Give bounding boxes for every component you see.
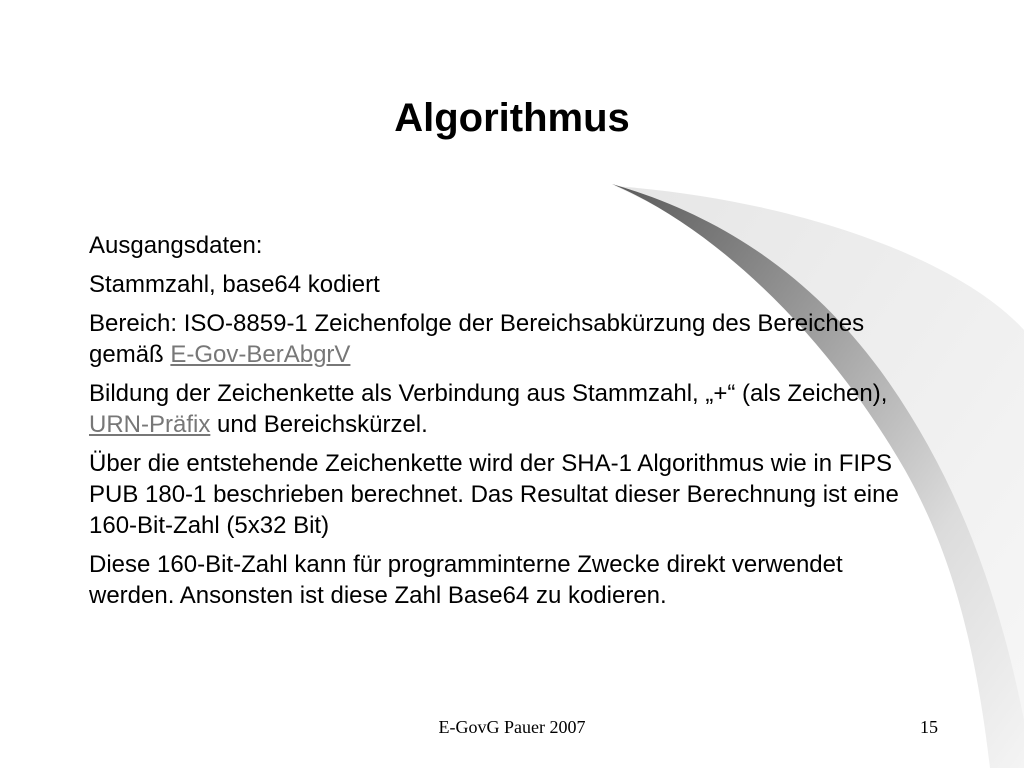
paragraph-base64: Diese 160-Bit-Zahl kann für programminterne Zwecke direkt verwendet werden. Ansonsten ist diese Zahl Base64 zu kodieren. (89, 551, 843, 609)
paragraph-string-building (89, 378, 929, 440)
paragraph-bereich (89, 308, 929, 370)
slide-body (89, 230, 929, 619)
paragraph-sha1: Über die entstehende Zeichenkette wird der SHA-1 Algorithmus wie in FIPS PUB 180-1 beschrieben berechnet. Das Resultat dieser Berechnung ist eine 160-Bit-Zahl (5x32 Bit) (89, 450, 899, 539)
paragraph-string-building-suffix: und Bereichskürzel. (210, 411, 428, 438)
paragraph-input-data: Ausgangsdaten: (89, 232, 263, 259)
link-e-gov-berabgrv[interactable]: E-Gov-BerAbgrV (170, 341, 351, 368)
paragraph-stammzahl: Stammzahl, base64 kodiert (89, 271, 380, 298)
paragraph-bereich-text: Bereich: ISO-8859-1 Zeichenfolge der Bereichsabkürzung des Bereiches gemäß (89, 310, 865, 368)
footer-text: E-GovG Pauer 2007 (438, 717, 586, 737)
link-urn-praefix[interactable]: URN-Präfix (89, 411, 211, 438)
page-number: 15 (920, 717, 938, 737)
slide-title: Algorithmus (394, 96, 630, 140)
paragraph-string-building-text: Bildung der Zeichenkette als Verbindung aus Stammzahl, „+“ (als Zeichen), (89, 380, 888, 407)
